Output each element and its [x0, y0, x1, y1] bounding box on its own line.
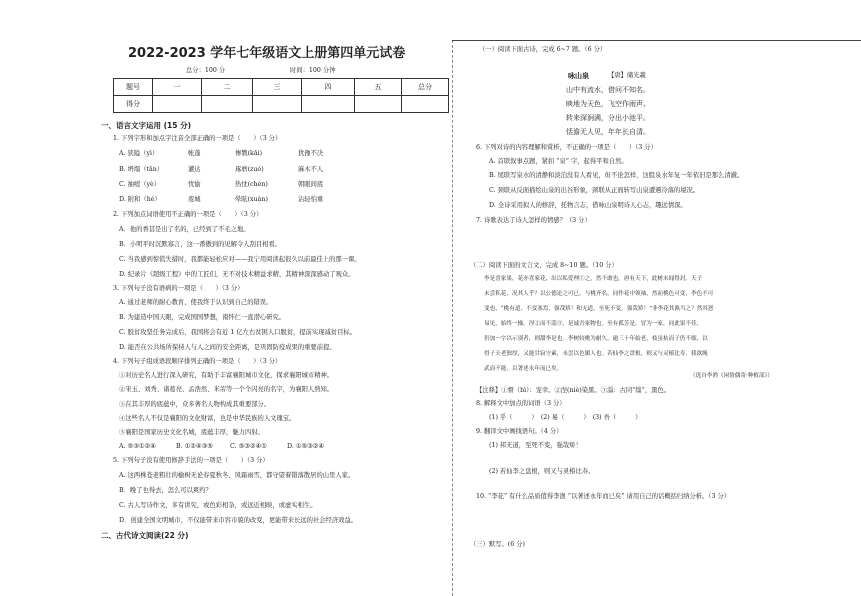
translation-item: (2) 若仙李之盘根，则又与灵椿比寿。	[489, 468, 595, 475]
option-text: C. 脱贫攻坚任务完成后，我国将会有近 1 亿左右贫困人口脱贫，提前实现减贫目标。	[119, 329, 356, 336]
question-stem: 3. 下列句子没有语病的一项是（ ）（3 分）	[113, 285, 244, 292]
option-text: A. 狭隘（yì）	[119, 150, 159, 157]
score-table-header-row	[114, 79, 449, 96]
question-stem: 2. 下列加点词语使用不正确的一项是（ ）（3 分）	[113, 211, 263, 218]
question-stem: 6. 下列对诗的内容理解和赏析，不正确的一项是（ ）（3 分）	[476, 144, 657, 151]
question-stem: 9. 翻译文中画线语句。（4 分）	[476, 428, 563, 435]
exam-total-score: 总分：100 分	[186, 67, 226, 74]
score-table	[113, 78, 449, 113]
passage-line: 未尝私花，况其人乎？以公德论之可已。与桃齐名，同作花中领袖，然而桃色可变，李色不可	[484, 291, 714, 297]
score-header-cell: 四	[302, 79, 355, 96]
option-text: D. ①⑤③②④	[287, 443, 325, 450]
option-text: A. 首联叙事点题，紧扣 “泉” 字，起得平和自然。	[489, 158, 628, 165]
passage-line: 李是喜家果，花亦喜家花，出以私爱理①之，然不敢也。唐有天下，此树未闻得封。天子	[484, 276, 703, 282]
passage-source: （选自李渔《闲情偶寄·种植部》）	[690, 373, 773, 379]
option-text: D．创建全国文明城市，不仅能带来市容市貌的改变，更能带来长远的社会经济效益。	[119, 517, 358, 524]
question-stem: 10. “李花” 有什么品质值得李渔 “以著述永年而已矣” 请用自己的话概括归纳分析。（3 分）	[476, 493, 731, 500]
option-text: 忧愉	[188, 181, 201, 188]
score-cell[interactable]	[302, 96, 355, 113]
score-cell[interactable]	[253, 96, 302, 113]
poem-line: 映地为天色，飞空作雨声。	[566, 100, 650, 108]
option-text: 朝眼间底	[298, 181, 324, 188]
passage-notes: 【注释】①督（bì）：宠幸。②涅(niè)染黑。③淄：古同“缁”，黑色。	[476, 387, 671, 394]
option-text: A．他的香甚是出了名的，已经到了不毛之地。	[119, 226, 250, 233]
passage-intro: （三）默写。(6 分)	[470, 541, 525, 548]
option-text: 帐蓬	[188, 150, 201, 157]
passage-line: 得子天老独厚，又能甘寂守素，未尝以色媚人也。若仙李之盘根，则又与灵椿比寿。我欲绳	[484, 351, 708, 357]
option-text: B．小明平时沉默寡言，这一番傲到的见解令人刮目相看。	[119, 241, 282, 248]
sentence-item: ④这些名人不仅是襄阳的文化财富，也是中华民族的人文瑰宝。	[119, 415, 296, 422]
option-text: C. 当我感到惊慌失措时，我都能轻松应对——我宁用阅读起很久以前最佳上的那一课。	[119, 256, 361, 263]
score-row-label: 得分	[114, 96, 153, 113]
translation-item: (1) 邦无道，至死不变，强哉矫！	[489, 442, 582, 449]
option-text: B. 坍塌（tān）	[119, 166, 164, 173]
option-text: 麻木不人	[298, 166, 324, 173]
passage-line: 易见，始终一操。涅②而不淄③，是诚吾家物也。至有孤芳是，冒为一家，同此果不佳，	[484, 321, 703, 327]
option-text: B. 为建造中国天眼，完成国国梦想，南怀仁一直潜心研究。	[119, 314, 286, 321]
score-header-cell: 二	[202, 79, 253, 96]
option-text: 惨戮(kāi)	[235, 150, 263, 157]
score-header-cell: 一	[153, 79, 202, 96]
score-header-cell: 三	[253, 79, 302, 96]
score-cell[interactable]	[153, 96, 202, 113]
sentence-item: ①对历史名人进行深入研究，有助于丰富襄阳城市文化，探求襄阳城市精神。	[119, 372, 334, 379]
question-stem: 1. 下列字形和加点字注音全部正确的一项是（ ）（3 分）	[113, 135, 282, 142]
passage-intro: （二）阅读下面的文言文，完成 8~10 题。（10 分）	[470, 262, 618, 269]
option-text: 热忱(chén)	[235, 181, 268, 188]
passage-line: 武而不能，以著述永年而已矣。	[484, 366, 563, 372]
option-text: C. 抽噎（yè）	[119, 181, 161, 188]
question-stem: 8. 解释文中加点的词语（3 分）	[476, 400, 566, 407]
option-text: B．晚了也得去，怎么可以爽约？	[119, 487, 212, 494]
score-table-score-row	[114, 96, 449, 113]
blank-items: (1) 乎（ ） (2) 易（ ） (3) 吾（ ）	[489, 414, 642, 421]
poem-title: 咏山泉	[568, 72, 589, 80]
score-header-cell: 五	[355, 79, 402, 96]
score-cell[interactable]	[355, 96, 402, 113]
passage-intro: （一）阅读下面古诗，完成 6~7 题。（6 分）	[479, 46, 607, 53]
option-text: A. 通过老师的耐心教育，使我终于认识到自己的错误。	[119, 299, 273, 306]
poem-line: 恬澹无人见，年年长自清。	[566, 128, 650, 136]
option-text: 犹豫不决	[298, 150, 324, 157]
option-text: 沾轻怕重	[298, 196, 324, 203]
option-text: C. 颈联从反面描绘山泉的出谷形象，颈联从正面转写山泉遭遇冷落的境况。	[489, 187, 700, 194]
option-text: C. ⑤③②④①	[230, 443, 267, 450]
section-heading: 二、古代诗文阅读(22 分)	[101, 531, 189, 540]
passage-line: 仍加一字以示别者，则甜李是也。李树较桃为耐久，逾三十年始老，枝虽枯而子仍不细，以	[484, 336, 708, 342]
option-text: 琢磨(zuó)	[235, 166, 264, 173]
option-text: 灌达	[188, 166, 201, 173]
option-text: D. 纪录片《超级工程》中的工匠们，无不对技术精益求精，其精神深深感动了观众。	[119, 271, 355, 278]
score-header-cell: 题号	[114, 79, 153, 96]
question-stem: 5. 下列句子没有使用修辞手法的一项是（ ）（3 分）	[113, 457, 269, 464]
section-heading: 一、语言文字运用 (15 分)	[101, 121, 192, 130]
question-stem: 7. 诗歌表达了诗人怎样的情感？（3 分）	[476, 217, 591, 224]
poem-author: 【唐】储光羲	[608, 72, 646, 79]
score-cell[interactable]	[202, 96, 253, 113]
option-text: D. 附和（hé）	[119, 196, 161, 203]
option-text: A. ⑤③①②④	[119, 443, 156, 450]
sentence-item: ⑤襄阳是国家历史文化名城，底蕴丰厚，魅力四射。	[119, 429, 264, 436]
option-text: D. 能否在公共场所保持人与人之间的安全距离，是巩固防疫成果的重要前提。	[119, 344, 336, 351]
option-text: B. 尾联写泉水的清静和淡泊没有人看见，但不论怎样，这股泉水年复一年依旧是那么清澈。	[489, 172, 744, 179]
sentence-item: ③在其丰厚的底蕴中，众多著名人物构成其重要部分。	[119, 401, 271, 408]
option-text: 废城	[188, 196, 201, 203]
column-divider	[452, 40, 453, 596]
passage-line: 变也，“桃有道，不变塞焉，强哉矫！和无道，至死不变，强哉矫！”非李花其孰当之？然其恕	[484, 306, 714, 312]
poem-line: 转来深涧满，分出小池平。	[566, 114, 650, 122]
option-text: A. 这两株苍老粗壮的榆树无论春夏秋冬、风霜雨雪，都守望着错落散居的山里人家。	[119, 472, 355, 479]
option-text: 晕眩(xuàn)	[235, 196, 268, 203]
score-cell[interactable]	[402, 96, 449, 113]
option-text: B. ①②④③⑤	[176, 443, 213, 450]
option-text: C. 古人写诗作文，多有讲究，或色彩相杂，或远近相映，或虚实相生。	[119, 502, 317, 509]
question-stem: 4. 下列句子组成语段顺序排列正确的一项是（ ）（3 分）	[113, 358, 282, 365]
header-rule	[452, 40, 861, 41]
sentence-item: ②宋玉、刘秀、诸葛亮、孟浩然、米芾等一个个闪亮的名字，为襄阳人熟知。	[119, 386, 334, 393]
score-header-cell: 总分	[402, 79, 449, 96]
option-text: D. 全诗采用拟人的修辞，托物言志，借咏山泉明诗人心志，趣远情深。	[489, 202, 687, 209]
poem-line: 山中有流水，借问不知名。	[566, 86, 650, 94]
exam-time: 时间：100 分钟	[290, 67, 336, 74]
exam-title: 2022-2023 学年七年级语文上册第四单元试卷	[128, 46, 406, 61]
